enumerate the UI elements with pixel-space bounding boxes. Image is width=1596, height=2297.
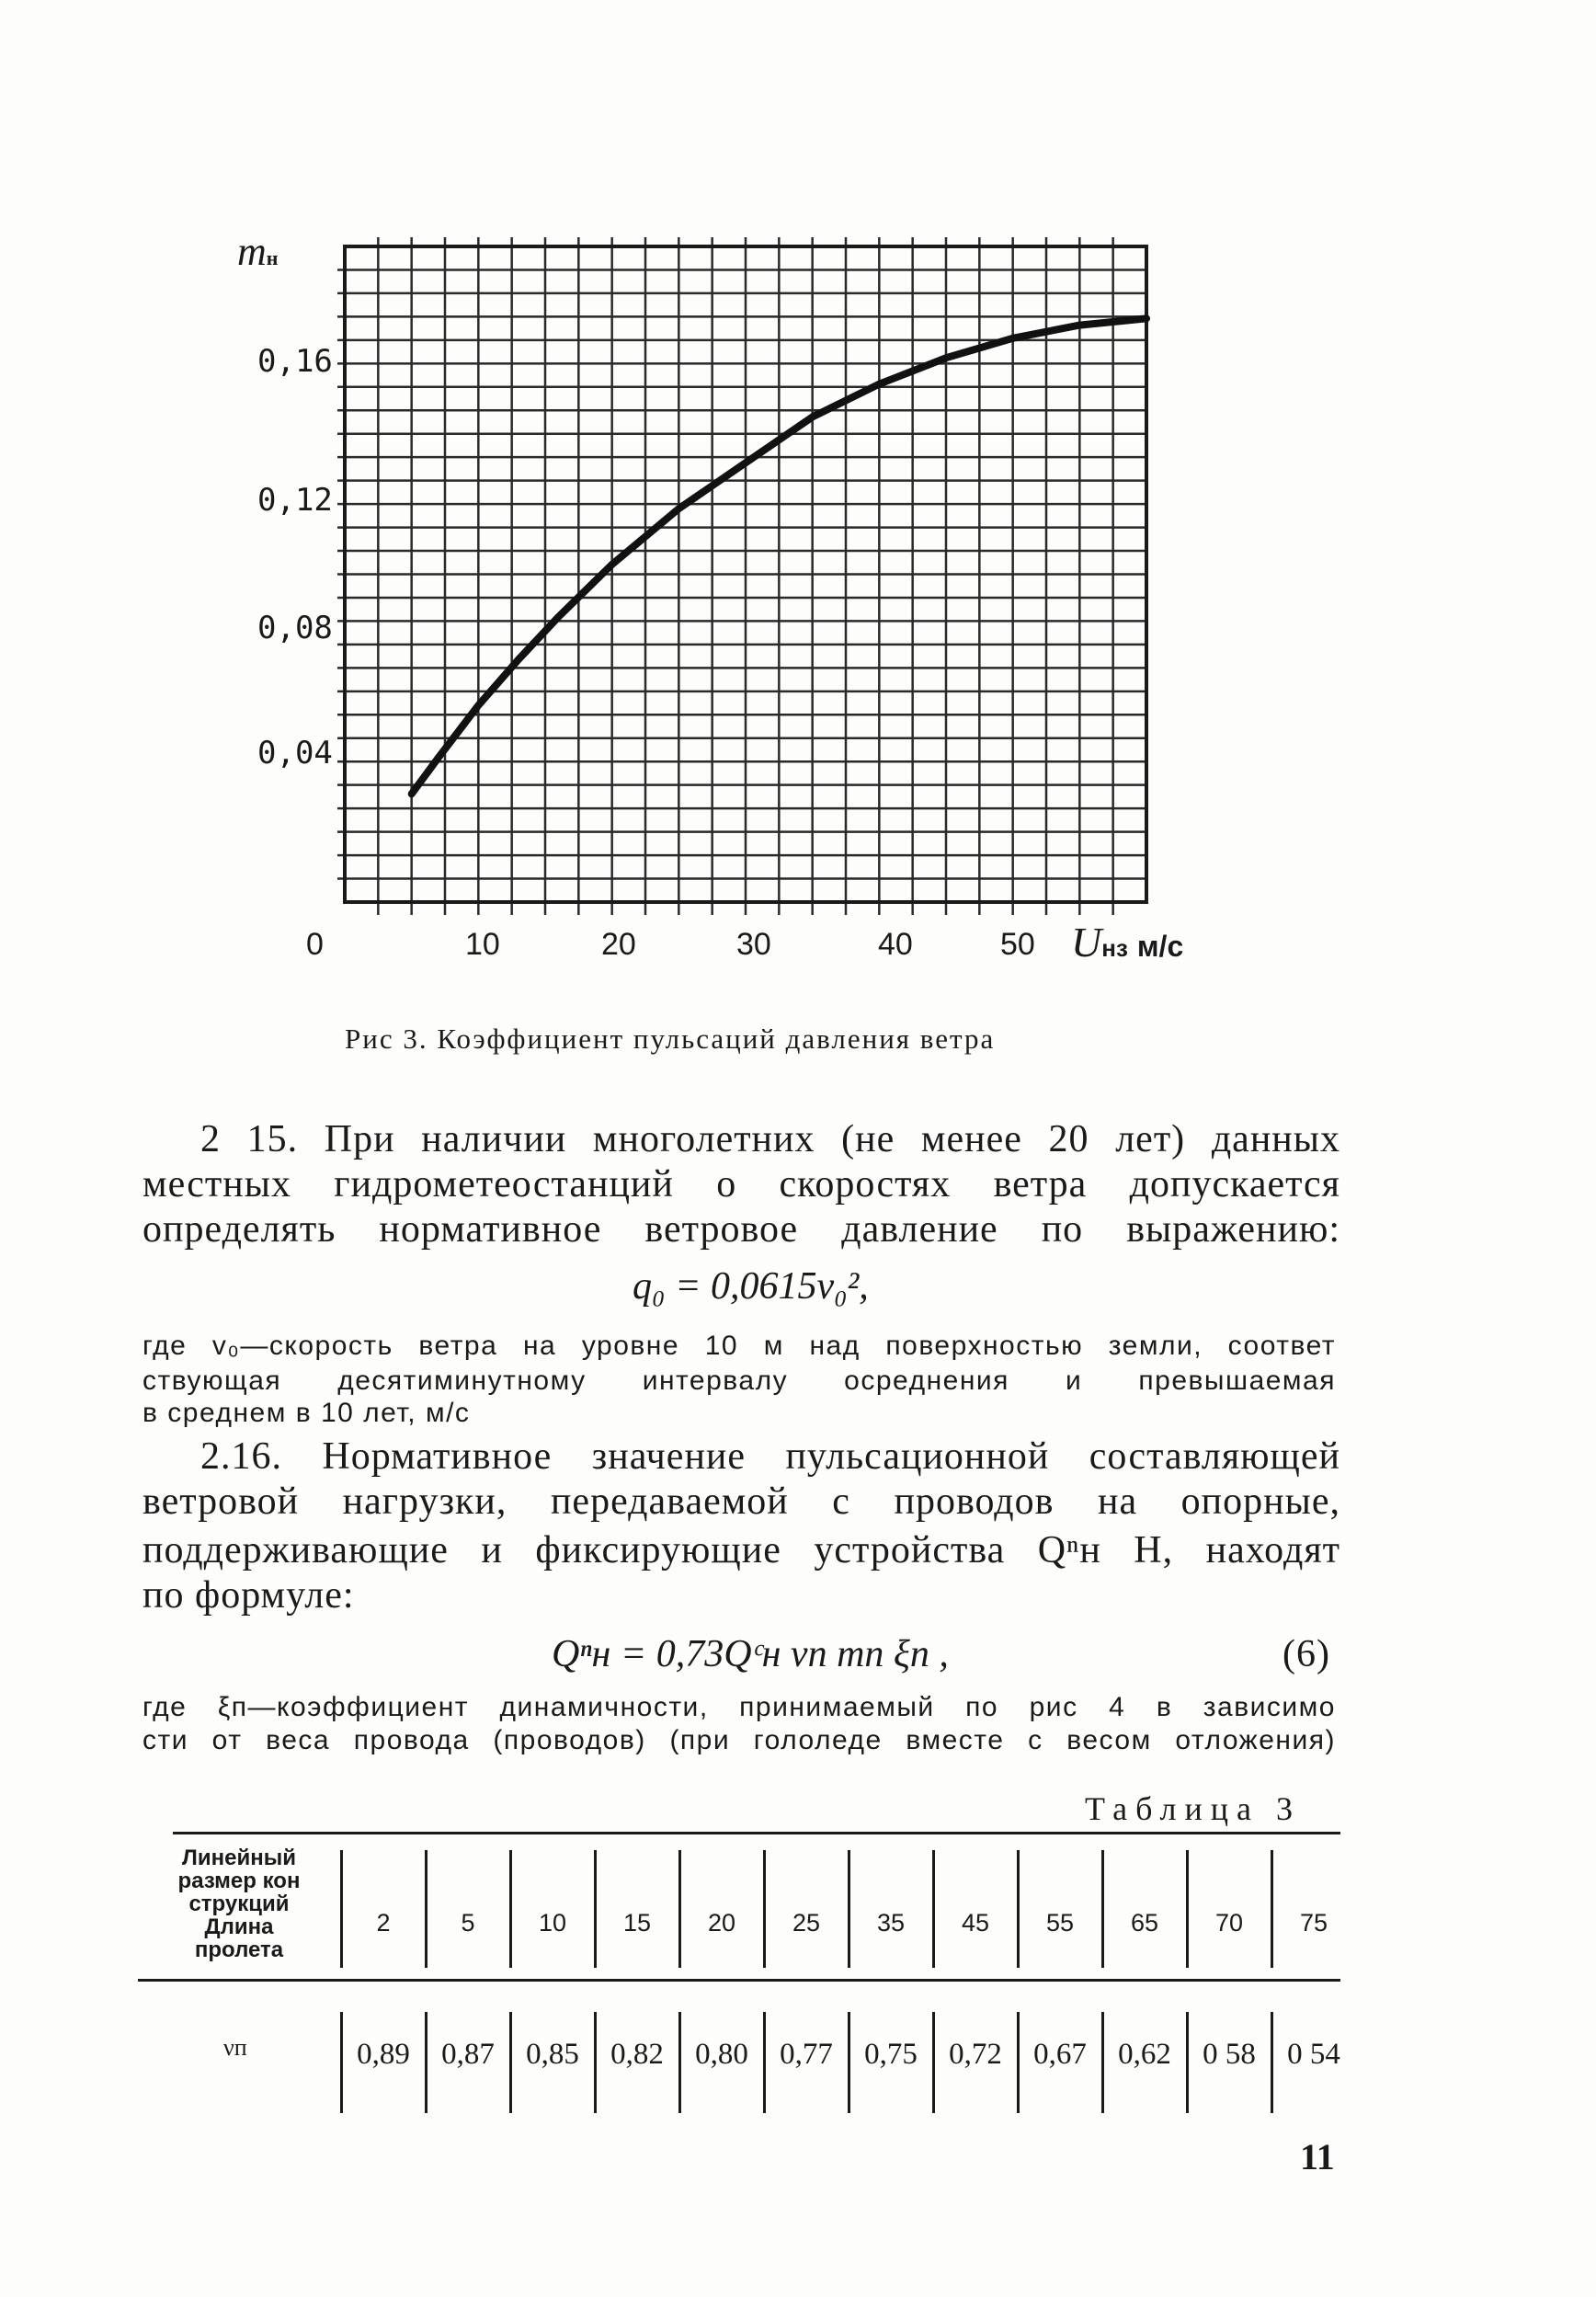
- table-value-cell: 0,67: [1033, 2038, 1087, 2071]
- wind-pressure-formula: q₀ = 0,0615v₀²,: [633, 1265, 869, 1308]
- note-line: где ξп—коэффициент динамичности, принимаемый по рис 4 в зависимо: [142, 1692, 1336, 1722]
- paragraph-line: поддерживающие и фиксирующие устройства Qⁿн Н, находят: [142, 1529, 1340, 1571]
- y-tick-label: 0,12: [257, 482, 333, 519]
- x-tick-label: 40: [878, 927, 913, 962]
- table-value-cell: 0,80: [695, 2038, 748, 2071]
- table-header-cell: 75: [1299, 1909, 1328, 1937]
- x-axis-label: Uнз м/с: [1071, 919, 1184, 966]
- table-value-cell: 0,77: [780, 2038, 833, 2071]
- note-line: сти от веса провода (проводов) (при гололеде вместе с весом отложения): [142, 1725, 1336, 1755]
- table-header-cell: 45: [961, 1909, 990, 1937]
- table-value-cell: 0 54: [1287, 2038, 1340, 2071]
- table-header-cell: 2: [376, 1909, 391, 1937]
- y-tick-label: 0,08: [257, 610, 333, 646]
- paragraph-line: местных гидрометеостанций о скоростях ветра допускается: [142, 1163, 1340, 1206]
- x-tick-label: 50: [1000, 927, 1035, 962]
- y-tick-label: 0,16: [257, 343, 333, 380]
- x-tick-label: 0: [306, 927, 324, 962]
- table-header-cell: 10: [538, 1909, 567, 1937]
- paragraph-line: ветровой нагрузки, передаваемой с проводов на опорные,: [142, 1480, 1340, 1523]
- table-header-cell: 20: [707, 1909, 736, 1937]
- pulsation-coefficient-chart: [0, 0, 1596, 1011]
- table-header-cell: 25: [792, 1909, 821, 1937]
- table-header-cell: 70: [1214, 1909, 1244, 1937]
- x-tick-label: 20: [601, 927, 636, 962]
- formula-number: (6): [1282, 1633, 1330, 1675]
- row-label: νп: [223, 2034, 247, 2061]
- note-line: в среднем в 10 лет, м/с: [142, 1398, 471, 1428]
- table-header-cell: 5: [461, 1909, 475, 1937]
- table-header-cell: 55: [1045, 1909, 1075, 1937]
- table-row-header: Линейный размер кон струкций Длина пролета: [177, 1846, 301, 1962]
- table-header-cell: 65: [1130, 1909, 1159, 1937]
- table-value-cell: 0,85: [526, 2038, 579, 2071]
- figure-caption: Рис 3. Коэффициент пульсаций давления ветра: [345, 1023, 996, 1055]
- x-tick-label: 10: [465, 927, 500, 962]
- paragraph-line: определять нормативное ветровое давление по выражению:: [142, 1208, 1340, 1251]
- note-line: ствующая десятиминутному интервалу осреднения и превышаемая: [142, 1366, 1336, 1396]
- table-value-cell: 0,62: [1118, 2038, 1171, 2071]
- table-value-cell: 0,89: [357, 2038, 410, 2071]
- page-number: 11: [1300, 2136, 1335, 2177]
- y-tick-label: 0,04: [257, 735, 333, 771]
- y-axis-label: mн: [237, 229, 279, 274]
- table-value-cell: 0,82: [610, 2038, 664, 2071]
- table-top-rule: [173, 1832, 1340, 1834]
- x-tick-label: 30: [736, 927, 771, 962]
- table-header-rule: [138, 1979, 1340, 1982]
- paragraph-line: 2 15. При наличии многолетних (не менее 20 лет) данных: [200, 1118, 1340, 1160]
- table-title: Таблица 3: [1085, 1790, 1301, 1827]
- table-header-cell: 35: [876, 1909, 906, 1937]
- note-line: где v₀—скорость ветра на уровне 10 м над поверхностью земли, соответ: [142, 1331, 1336, 1361]
- table-value-cell: 0,75: [864, 2038, 918, 2071]
- paragraph-line: по формуле:: [142, 1574, 355, 1617]
- table-header-cell: 15: [622, 1909, 652, 1937]
- paragraph-line: 2.16. Нормативное значение пульсационной составляющей: [200, 1435, 1340, 1478]
- table-value-cell: 0,87: [441, 2038, 495, 2071]
- table-value-cell: 0 58: [1203, 2038, 1256, 2071]
- pulsation-load-formula: Qⁿн = 0,73Qᶜн νп mп ξп ,: [552, 1633, 949, 1675]
- table-value-cell: 0,72: [949, 2038, 1002, 2071]
